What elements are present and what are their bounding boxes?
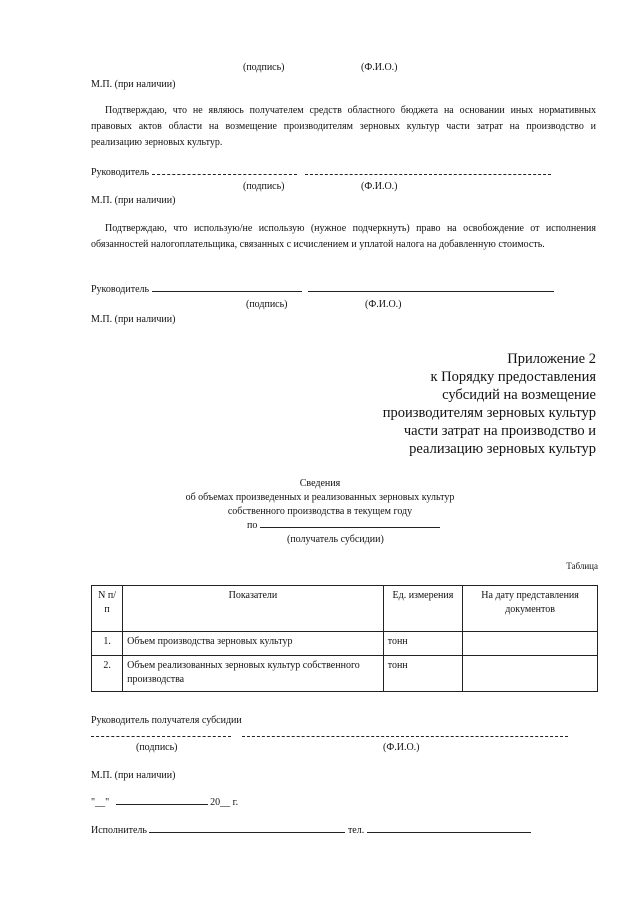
header-date: На дату представления документов: [463, 586, 598, 632]
executor-line: [149, 832, 345, 833]
date-year: 20__ г.: [210, 797, 239, 808]
footer-fio-line: [242, 736, 568, 737]
signature-line-2: [152, 291, 302, 292]
date-month-line: [116, 804, 208, 805]
head-signature-row-1: [91, 166, 551, 180]
signature-caption-1: (подпись): [243, 181, 285, 192]
table-row: [92, 656, 598, 692]
header-num: N п/п: [92, 586, 123, 632]
footer-date-row: [91, 796, 238, 810]
appendix-line: Приложение 2: [507, 351, 596, 367]
signature-caption-top: (подпись): [243, 62, 285, 73]
row-unit: тонн: [383, 656, 462, 692]
fio-caption-top: (Ф.И.О.): [361, 62, 398, 73]
tel-line: [367, 832, 531, 833]
head-label-1: Руководитель: [91, 167, 150, 178]
appendix-line: к Порядку предоставления: [430, 369, 596, 385]
executor-label: Исполнитель: [91, 825, 147, 836]
confirmation-paragraph-2: Подтверждаю, что использую/не использую (нужное подчеркнуть) право на освобождение от исполнения обязанностей налогоплательщика, связанных с исчислением и уплатой налога на добавленную стоимость.: [91, 223, 596, 250]
table-label: Таблица: [566, 561, 598, 571]
report-subtitle-2: собственного производства в текущем году: [227, 506, 413, 517]
fio-caption-1: (Ф.И.О.): [361, 181, 398, 192]
recipient-row: [247, 519, 440, 533]
seal-2: М.П. (при наличии): [91, 314, 176, 325]
table-header-row: [92, 586, 598, 632]
appendix-line: субсидий на возмещение: [442, 387, 596, 403]
footer-signature-line: [91, 736, 231, 737]
appendix-line: производителям зерновых культур: [382, 405, 596, 421]
header-unit: Ед. измерения: [383, 586, 462, 632]
footer-executor-row: [91, 824, 531, 838]
footer-fio-caption: (Ф.И.О.): [383, 742, 420, 753]
row-value: [463, 632, 598, 656]
seal-top: М.П. (при наличии): [91, 79, 176, 90]
row-indicator: Объем реализованных зерновых культур собственного производства: [123, 656, 384, 692]
data-table: [91, 585, 598, 692]
footer-head-label: Руководитель получателя субсидии: [91, 715, 242, 726]
header-indicator: Показатели: [123, 586, 384, 632]
tel-label: тел.: [347, 825, 365, 836]
signature-caption-2: (подпись): [246, 299, 288, 310]
confirmation-paragraph-1: Подтверждаю, что не являюсь получателем средств областного бюджета на основании иных нормативных правовых актов области на возмещение производителям зерновых культур части затрат на производство и реализацию зерновых культур.: [91, 105, 596, 148]
fio-line-1: [305, 174, 551, 175]
appendix-line: части затрат на производство и: [403, 423, 596, 439]
row-num: 1.: [92, 632, 123, 656]
row-num: 2.: [92, 656, 123, 692]
head-signature-row-2: [91, 283, 554, 297]
footer-signature-caption: (подпись): [136, 742, 178, 753]
appendix-line: реализацию зерновых культур: [409, 441, 596, 457]
date-day: "__": [91, 797, 110, 808]
fio-caption-2: (Ф.И.О.): [365, 299, 402, 310]
footer-seal: М.П. (при наличии): [91, 770, 176, 781]
signature-line-1: [152, 174, 297, 175]
appendix-heading: [383, 350, 596, 458]
by-label: по: [247, 520, 258, 531]
report-subtitle-1: об объемах произведенных и реализованных зерновых культур: [185, 492, 455, 503]
recipient-line: [260, 527, 440, 528]
row-unit: тонн: [383, 632, 462, 656]
recipient-caption: (получатель субсидии): [287, 534, 384, 545]
footer-signature-row: [91, 728, 568, 742]
row-value: [463, 656, 598, 692]
report-title: Сведения: [299, 478, 341, 489]
row-indicator: Объем производства зерновых культур: [123, 632, 384, 656]
table-row: [92, 632, 598, 656]
head-label-2: Руководитель: [91, 284, 150, 295]
fio-line-2: [308, 291, 554, 292]
seal-1: М.П. (при наличии): [91, 195, 176, 206]
